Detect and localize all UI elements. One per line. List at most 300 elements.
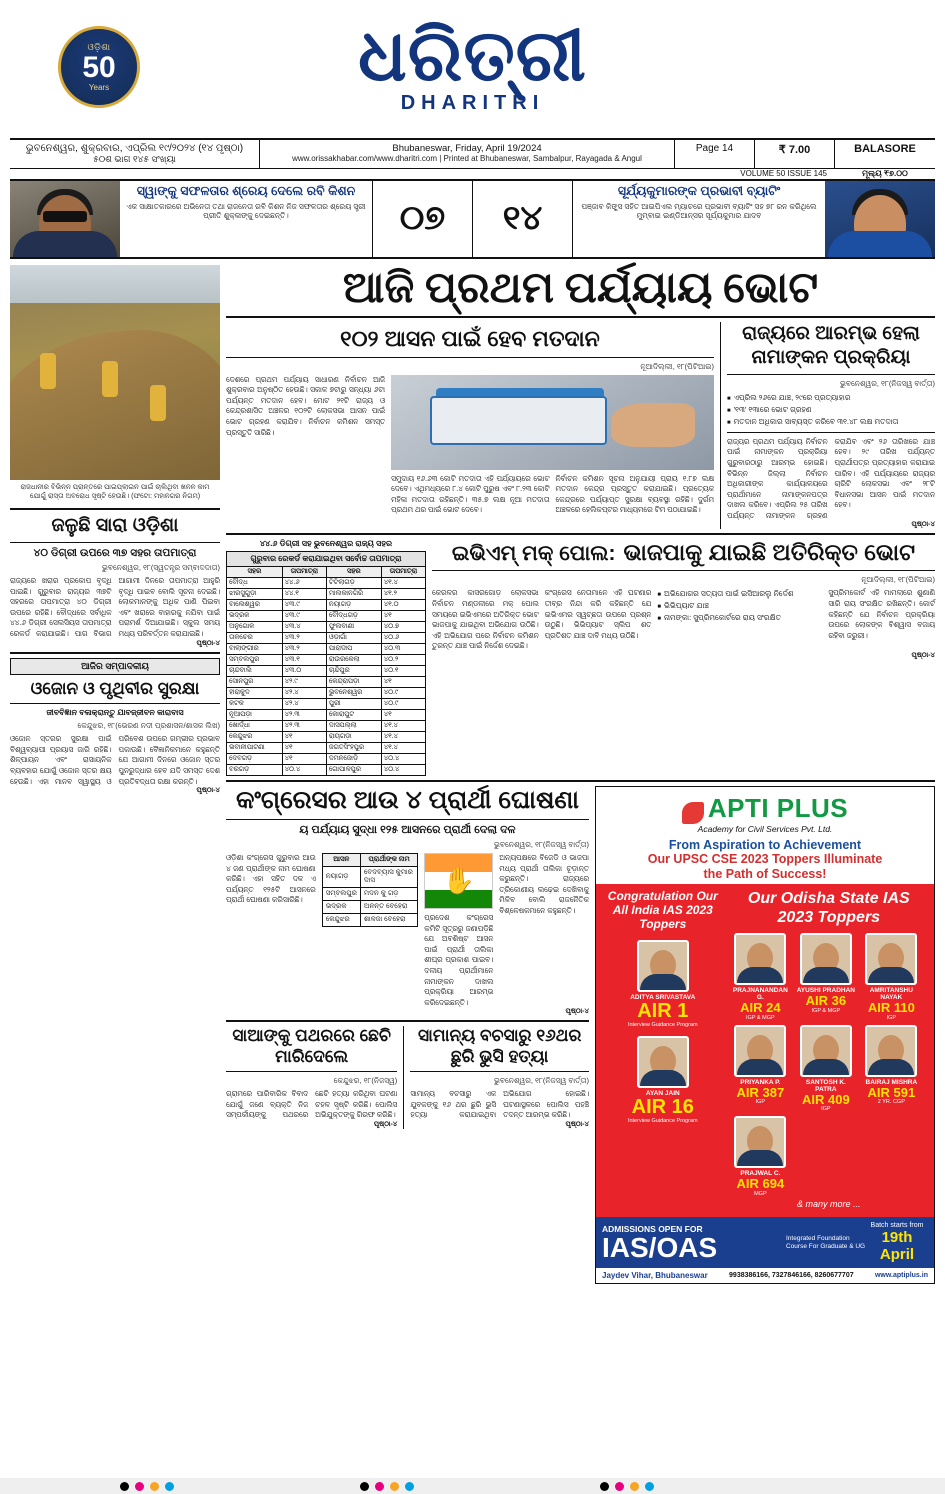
congress-column-1: ଓଡ଼ିଶା କଂଗ୍ରେସ ଗୁରୁବାର ଆଉ ୪ ଜଣ ପ୍ରାର୍ଥୀଙ୍କ ନାମ ଘୋଷଣା କରିଛି। ଏହା ସହିତ ଦଳ ଏ ପର୍ଯ୍ୟନ୍ତ ୧୨୫ଟି ଆସନରେ ପ୍ରାର୍ଥୀ ଘୋଷଣା କରିସାରିଛି।: [226, 853, 316, 905]
topper-role: 2 YR. CGP: [877, 1099, 905, 1106]
color-dot-magenta: [375, 1482, 384, 1491]
table-cell: ୪୨.୪: [282, 699, 326, 710]
promo-score-left: ୦୭: [372, 181, 472, 257]
color-dot-black: [120, 1482, 129, 1491]
main-content: [10, 265, 935, 1284]
apti-toppers-grid: [730, 933, 928, 1197]
infobar-price-odia: ମୂଲ୍ୟ ₹୭.୦୦: [862, 169, 908, 178]
color-dot-magenta: [615, 1482, 624, 1491]
table-cell: ୪୧.୪: [381, 721, 425, 732]
topper-photo: [800, 1025, 852, 1077]
table-row: [227, 622, 426, 633]
infobar-price: ₹ 7.00: [755, 140, 835, 168]
infobar-odia-volume: ୫୦ଶ ଭାଗ ୧୪୫ ସଂଖ୍ୟା: [93, 154, 176, 164]
topper-rank: AIR 24: [740, 1000, 781, 1016]
topper-card: [861, 933, 923, 1021]
table-cell: ୪୦.୯: [381, 699, 425, 710]
table-row: [322, 901, 418, 914]
sky-area: [10, 265, 220, 303]
table-cell: ୪୧.୪: [381, 578, 425, 589]
topper-role: MGP: [754, 1191, 767, 1198]
topper-card: [602, 1036, 724, 1124]
table-cell: ୪୦.୩: [381, 644, 425, 655]
topper-card: [795, 1025, 857, 1113]
apti-brand-row: [604, 793, 926, 824]
congress-headline[interactable]: କଂଗ୍ରେସର ଆଉ ୪ ପ୍ରାର୍ଥୀ ଘୋଷଣା: [235, 786, 580, 815]
candidate-header-seat: ଆସନ: [322, 854, 360, 867]
masthead-title-english: DHARITRI: [400, 92, 545, 115]
infobar-page-number: Page 14: [675, 140, 755, 168]
color-dot-magenta: [135, 1482, 144, 1491]
table-row: [227, 754, 426, 765]
table-cell: ଗୋପାଳପୁର: [326, 765, 381, 776]
table-row: [227, 633, 426, 644]
anniversary-top-label: ଓଡ଼ିଶା: [87, 42, 111, 52]
editorial-headline[interactable]: ଓଜୋନ ଓ ପୃଥିବୀର ସୁରକ୍ଷା: [30, 678, 200, 698]
nomination-bullets: [727, 392, 935, 428]
temperature-table-title: ଗୁରୁବାର ରେକର୍ଡ କରାଯାଇଥିବା ସର୍ବୋଚ୍ଚ ତାପମାତ୍ରା: [226, 551, 426, 566]
apti-plus-advertisement[interactable]: [595, 786, 935, 1284]
table-cell: ଭବାନୀପାଟଣା: [227, 743, 283, 754]
infobar-odia-date-line1: ଭୁବନେଶ୍ୱର, ଶୁକ୍ରବାର, ଏପ୍ରିଲ ୧୯/୨୦୨୪ (୧୪ ପୃଷ୍ଠା): [25, 143, 244, 154]
candidate-header-name: ପ୍ରାର୍ଥୀଙ୍କ ନାମ: [360, 854, 417, 867]
evm-bullet-1: ■ ଅଭିଯୋଗର ସତ୍ୟତା ପାଇଁ ଇସିଆରଲୁ ନିର୍ଦେଶ: [657, 588, 822, 600]
nomination-dateline: ଭୁବନେଶ୍ୱର, ୧୮(ନିଜସ୍ୱ ବାର୍ତ୍ତା): [840, 378, 935, 388]
topper-name: AYUSHI PRADHAN: [796, 987, 855, 995]
table-cell: ନୟାଗଡ଼: [326, 600, 381, 611]
table-cell: ନୂଆପଡ଼ା: [227, 710, 283, 721]
apti-batch-date: 19th April: [879, 1229, 915, 1264]
nomination-bullet-1: ■ ଏପ୍ରିଲ ୨୬ରେ ଯାଞ୍ଚ, ୨୯ରେ ପ୍ରତ୍ୟାହାର: [727, 392, 935, 404]
table-cell: ୪୦.୨: [381, 655, 425, 666]
lead-story: [226, 322, 714, 529]
table-cell: ୪୧.୪: [381, 732, 425, 743]
anniversary-number: 50: [82, 51, 116, 84]
table-cell: ସୋନପୁର: [227, 677, 283, 688]
topper-card: [730, 1025, 792, 1113]
table-row: [227, 732, 426, 743]
table-row: [227, 721, 426, 732]
table-row: [227, 600, 426, 611]
congress-dateline: ଭୁବନେଶ୍ୱର, ୧୮(ନିଜସ୍ୱ ବାର୍ତ୍ତା): [494, 840, 589, 850]
table-cell: କେନ୍ଦ୍ରାପଡ଼ା: [326, 677, 381, 688]
nomination-body: ରାଜ୍ୟର ପ୍ରଥମ ପର୍ଯ୍ୟାୟ ନିର୍ବାଚନ ପାଇଁ ନାମାଙ୍କନ ପ୍ରକ୍ରିୟା ଗୁରୁବାରଠାରୁ ଆରମ୍ଭ ହୋଇଛି। ବିଭିନ୍ନ ଜିଲ୍ଲା ନିର୍ବାଚନ ଅଧିକାରୀଙ୍କ କାର୍ଯ୍ୟାଳୟରେ ପ୍ରାର୍ଥୀମାନେ ନାମାଙ୍କନପତ୍ର ଦାଖଲ କରିବେ। ଏପ୍ରିଲ ୨୫ ତାରିଖ ପର୍ଯ୍ୟନ୍ତ ନାମାଙ୍କନ ଗ୍ରହଣ କରାଯିବ ଏବଂ ୨୬ ତାରିଖରେ ଯାଞ୍ଚ ହେବ। ୨୯ ତାରିଖ ପର୍ଯ୍ୟନ୍ତ ପ୍ରାର୍ଥୀପତ୍ର ପ୍ରତ୍ୟାହାର କରାଯାଇ ପାରିବ। ଏହି ପର୍ଯ୍ୟାୟରେ ରାଜ୍ୟର ଚାରିଟି ଲୋକସଭା ଏବଂ ୨୮ଟି ବିଧାନସଭା ଆସନ ପାଇଁ ମତଦାନ ହେବ।: [727, 436, 935, 520]
table-cell: ୪୨.୩: [282, 710, 326, 721]
color-dot-cyan: [405, 1482, 414, 1491]
table-cell: ୪୧.୦: [381, 600, 425, 611]
table-cell: ୪୩.୨: [282, 644, 326, 655]
evm-dateline: ନୂଆଦିଲ୍ଲୀ, ୧୮(ପିଟିଆଇ): [861, 575, 935, 585]
table-cell: ୪୦.୯: [381, 688, 425, 699]
topper-name: SANTOSH K. PATRA: [805, 1078, 846, 1093]
table-row: [227, 677, 426, 688]
table-cell: ଓଡ଼ାଗାଁ: [326, 633, 381, 644]
promo-middle: [120, 181, 825, 257]
table-cell: ଦେବଗଡ଼: [227, 754, 283, 765]
nomination-jump[interactable]: ପୃଷ୍ଠା-୪: [911, 521, 935, 529]
apti-footer: [596, 1268, 934, 1283]
table-cell: ଭଦ୍ରକ: [322, 901, 360, 914]
table-cell: ବୌଦ୍ଧ: [227, 578, 283, 589]
table-cell: ୪୦.୬: [381, 633, 425, 644]
topper-rank: AIR 1: [637, 999, 689, 1022]
table-cell: ୪୪.୬: [282, 578, 326, 589]
table-cell: ୪୨.୩: [282, 721, 326, 732]
topper-photo: [734, 1116, 786, 1168]
table-cell: ୪୦.୪: [282, 765, 326, 776]
editorial-dateline: କେନ୍ଦୁଝର, ୧୮(ଭେରଣ ନଦୀ ପ୍ରଶାସନ/ଶାସକ ଲିଖ): [77, 721, 220, 731]
table-cell: ଅନୁଗୋଳ: [227, 622, 283, 633]
temperature-table-body: [227, 578, 426, 776]
candidate-table: [322, 853, 419, 927]
topper-role: Interview Guidance Program: [627, 1117, 698, 1124]
table-cell: ୪୧: [381, 611, 425, 622]
topper-photo: [734, 1025, 786, 1077]
evm-photo: [391, 375, 714, 470]
table-cell: ୪୨.୯: [282, 677, 326, 688]
editorial-body: ଓଜୋନ ସ୍ତରର ସୁରକ୍ଷା ପାଇଁ ବିଶ୍ୱବ୍ୟାପୀ ପ୍ରୟାସ ଜାରି ରହିଛି। ଶିଳ୍ପାୟନ ଏବଂ ରାସାୟନିକ ବ୍ୟବହାର ଯୋଗୁଁ ଓଜୋନ ସ୍ତର କ୍ଷୟ ହେଉଛି। ଏହା ମାନବ ସ୍ୱାସ୍ଥ୍ୟ ଓ ପରିବେଶ ଉପରେ ଗମ୍ଭୀର ପ୍ରଭାବ ପକାଉଛି। ବୈଜ୍ଞାନିକମାନେ କହୁଛନ୍ତି ଯେ ଆଗାମୀ ଦିନରେ ଓଜୋନ ସ୍ତର ପୁନରୁଦ୍ଧାର ହେବ ଯଦି ସମସ୍ତ ଦେଶ ପ୍ରତିବଦ୍ଧତା ରକ୍ଷା କରନ୍ତି।: [10, 734, 220, 786]
topper-name: PRIYANKA P.: [740, 1078, 781, 1086]
table-cell: କେନ୍ଦୁଝର: [227, 732, 283, 743]
topper-rank: AIR 591: [867, 1084, 916, 1100]
table-cell: ରାଉରକେଲା: [326, 655, 381, 666]
apti-congrats-heading: Congratulation Our All India IAS 2023 Toppers: [607, 889, 718, 932]
leaf-icon: [682, 802, 704, 824]
apti-course-name: IAS/OAS: [602, 1231, 718, 1263]
promo-photo-right: [825, 181, 935, 257]
table-row: [227, 578, 426, 589]
table-cell: ୪୩.୨: [282, 633, 326, 644]
table-cell: ୪୦.୪: [381, 765, 425, 776]
table-cell: କେନ୍ଦୁଝର: [322, 914, 360, 927]
apti-admissions-label: ADMISSIONS OPEN FOR: [602, 1223, 703, 1234]
crime-story-2: [403, 1026, 589, 1129]
table-cell: ବାଲାଙ୍ଗୀର: [227, 644, 283, 655]
promo-score-right: ୧୪: [472, 181, 572, 257]
topper-role: IGP: [821, 1106, 831, 1113]
table-cell: ଭୁବନେଶ୍ୱର: [326, 688, 381, 699]
apti-academy-name: Academy for Civil Services Pvt. Ltd.: [697, 824, 833, 835]
candidate-table-body: [322, 867, 418, 927]
weather-subhead: ୪୦ ଡିଗ୍ରୀ ଉପରେ ୩୭ ସହର ତାପମାତ୍ରା: [33, 546, 197, 559]
congress-jump[interactable]: ପୃଷ୍ଠା-୪: [565, 1008, 589, 1016]
lead-column-2: ସମୁଦାୟ ୧୬.୬୩ କୋଟି ମତଦାତା ଏହି ପର୍ଯ୍ୟାୟରେ ଭୋଟ ଦେବେ। ଏଥିମଧ୍ୟରେ ୮.୪ କୋଟି ପୁରୁଷ ଏବଂ ୮.୨୩ କୋଟି ମହିଳା ମତଦାତା ରହିଛନ୍ତି। ୩୫.୭ ଲକ୍ଷ ନୂଆ ମତଦାତା ପ୍ରଥମ ଥର ପାଇଁ ଭୋଟ ଦେବେ।: [391, 473, 550, 515]
lead-subhead: ୧୦୨ ଆସନ ପାଇଁ ହେବ ମତଦାନ: [340, 326, 600, 352]
worker-figure: [40, 353, 56, 389]
promo-right-headline: ସୂର୍ଯ୍ୟକୁମାରଙ୍କ ପ୍ରଭାବୀ ବ୍ୟାଟିଂ: [617, 184, 781, 198]
lead-photo: [10, 265, 220, 480]
infobar-english-date: Bhubaneswar, Friday, April 19/2024: [392, 143, 542, 154]
table-cell: ତାଳଚେର: [227, 633, 283, 644]
table-cell: ୪୧: [282, 732, 326, 743]
table-cell: ୪୪.୧: [282, 589, 326, 600]
table-row: [227, 743, 426, 754]
apti-batch-info: [866, 1222, 928, 1263]
apti-more-label: & many more ...: [797, 1199, 861, 1210]
evm-machine: [430, 396, 608, 445]
evm-jump[interactable]: ପୃଷ୍ଠା-୪: [911, 651, 935, 659]
table-cell: ପାରାଦୀପ: [326, 644, 381, 655]
table-cell: ପୁରୀ: [326, 699, 381, 710]
topper-rank: AIR 409: [801, 1091, 850, 1107]
topper-name: AMRITANSHU NAYAK: [869, 987, 913, 1002]
apti-address: Jaydev Vihar, Bhubaneswar: [602, 1271, 708, 1281]
left-column: [10, 265, 220, 1284]
table-cell: ବୌଦ୍ଧଗଡ଼: [326, 611, 381, 622]
topper-role: Interview Guidance Program: [627, 1021, 698, 1028]
nomination-bullet-2: ■ '୧୩' ୧୩ାରେ ଭୋଟ ଗ୍ରହଣ: [727, 404, 935, 416]
topper-name: PRAJWAL C.: [740, 1170, 781, 1178]
topper-name: AYAN JAIN: [645, 1089, 680, 1097]
print-color-bar: [0, 1478, 945, 1494]
second-row: [226, 539, 935, 776]
color-dot-yellow: [150, 1482, 159, 1491]
topper-rank: AIR 694: [736, 1176, 785, 1192]
editorial-kicker: ଆଜିର ସମ୍ପାଦକୀୟ: [10, 658, 220, 675]
congress-story: [226, 786, 589, 1284]
table-row: [227, 699, 426, 710]
topper-photo: [800, 933, 852, 985]
table-cell: ବାଲେଶ୍ୱର: [227, 600, 283, 611]
third-row: [226, 786, 935, 1284]
table-cell: ୪୧: [381, 710, 425, 721]
color-dot-cyan: [165, 1482, 174, 1491]
infobar-volume-issue: VOLUME 50 ISSUE 145: [740, 169, 827, 178]
evm-headline-kicker: ଇଭିଏମ୍ ମକ୍ ପୋଲ:: [451, 542, 616, 566]
table-cell: ୪୩.୯: [282, 600, 326, 611]
table-cell: ଖୋର୍ଦ୍ଧା: [227, 721, 283, 732]
table-cell: କୋରାପୁଟ: [326, 710, 381, 721]
topper-role: IGP: [755, 1099, 766, 1106]
table-row: [227, 710, 426, 721]
promo-right-story[interactable]: [572, 181, 825, 257]
topper-role: IGP: [886, 1014, 897, 1021]
worker-figure: [150, 385, 166, 421]
topper-photo: [637, 1036, 689, 1088]
evm-column-1: କେରଳର କାସରଗୋଡ଼ ଲୋକସଭା ନିର୍ବାଚନ ମଣ୍ଡଳୀରେ ମକ୍ ପୋଲ ସମୟରେ ଇଭିଏମରେ ଅତିରିକ୍ତ ଭୋଟ ଭାଜପାକୁ ଯାଇଥିବା ଅଭିଯୋଗ ଉଠିଛି। ଏହି ଅଭିଯୋଗ ପରେ ନିର୍ବାଚନ କମିଶନ ତୁରନ୍ତ ଯାଞ୍ଚ ପାଇଁ ନିର୍ଦ୍ଦେଶ ଦେଇଛି।: [432, 588, 539, 651]
table-cell: ଜଗତସିଂହପୁର: [326, 743, 381, 754]
temperature-table-sub: ୪୪.୬ ଡିଗ୍ରୀ ସହ ଭୁବନେଶ୍ୱର ରାଜ୍ୟ ସହର: [259, 539, 393, 549]
hand-shape: [611, 403, 695, 447]
apti-website[interactable]: www.aptiplus.in: [874, 1272, 928, 1280]
promo-photo-left: [10, 181, 120, 257]
crime-dateline-2: ଭୁବନେଶ୍ୱର, ୧୮(ନିଜସ୍ୱ ବାର୍ତ୍ତା): [494, 1076, 589, 1086]
topper-name: PRAJNANANDAN G.: [732, 987, 788, 1002]
crime-headline-1[interactable]: ସାଆଙ୍କୁ ପଥରରେ ଛେଚି ମାରିଦେଲେ: [232, 1026, 391, 1066]
temp-header-temp-1: ତାପମାତ୍ରା: [282, 567, 326, 578]
table-cell: ୪୧: [282, 754, 326, 765]
table-cell: ଚାନ୍ଦବାଲି: [227, 666, 283, 677]
temp-header-city-1: ସହର: [227, 567, 283, 578]
shoulders-shape: [13, 231, 117, 257]
table-cell: ହୀରାକୁଦ: [227, 688, 283, 699]
masthead-title-odia: ଧରିତ୍ରୀ: [358, 16, 587, 96]
evm-bullet-2: ■ ଭିଭିପ୍ୟାଟ ଯାଞ୍ଚ: [657, 600, 822, 612]
table-cell: ୪୦.୪: [381, 754, 425, 765]
apti-odisha-heading: Our Odisha State IAS 2023 Toppers: [747, 890, 910, 926]
masthead: [10, 8, 935, 138]
table-cell: ୪୧.୪: [381, 743, 425, 754]
lead-headline[interactable]: ଆଜି ପ୍ରଥମ ପର୍ଯ୍ୟାୟ ଭୋଟ: [342, 265, 819, 312]
table-cell: ୪୧.୨: [381, 589, 425, 600]
table-cell: ୪୨.୪: [282, 688, 326, 699]
table-cell: ଶାଳଜା ବେହେରା: [360, 914, 417, 927]
crime-jump-2[interactable]: ପୃଷ୍ଠା-୪: [565, 1120, 589, 1128]
evm-bullets: [657, 588, 822, 624]
table-row: [322, 914, 418, 927]
nomination-story: [720, 322, 935, 529]
promo-right-summary: ପଞ୍ଜାବ କିଙ୍ଗ୍ସ ସହିତ ଆଇପିଏଲ ମ୍ୟାଚରେ ପ୍ରଭାବୀ ବ୍ୟାଟିଂ ସହ ୭୮ ରନ କରିଥିଲେ ମୁମ୍ବାଇ ଇଣ୍ଡିଆନ୍ସର ସୂର୍ଯ୍ୟକୁମାର ଯାଦବ: [581, 202, 817, 221]
temp-header-city-2: ସହର: [326, 567, 381, 578]
crime-row: [226, 1026, 589, 1129]
apti-head: [596, 787, 934, 884]
congress-column-3: ଅନ୍ୟପକ୍ଷରେ ବିଜେଡି ଓ ଭାଜପା ମଧ୍ୟ ପ୍ରାର୍ଥୀ ତାଲିକା ଚୂଡ଼ାନ୍ତ କରୁଛନ୍ତି। ରାଜ୍ୟରେ ତ୍ରିକୋଣୀୟ ଲଢ଼େଇ ଦେଖିବାକୁ ମିଳିବ ବୋଲି ରାଜନୈତିକ ବିଶ୍ଳେଷକମାନେ କହୁଛନ୍ତି।: [499, 853, 589, 916]
infobar-website-print[interactable]: www.orissakhabar.com/www.dharitri.com | Printed at Bhubaneswar, Sambalpur, Rayagada & Angul: [292, 154, 642, 163]
hand-icon: ✋: [442, 865, 475, 896]
topper-role: IGP & MGP: [746, 1014, 775, 1021]
evm-bullet-3: ■ ନାମଙ୍କା: ସୁପ୍ରିମକୋର୍ଟରେ ରାୟ ସଂରକ୍ଷିତ: [657, 612, 822, 624]
table-cell: ୪୦.୧: [381, 666, 425, 677]
weather-body: ରାଜ୍ୟରେ ଖରାର ପ୍ରକୋପ ବୃଦ୍ଧି ପାଇଛି। ଗୁରୁବାର ରାଜ୍ୟର ୩୭ଟି ସହରରେ ତାପମାତ୍ରା ୪୦ ଡିଗ୍ରୀ ଉପରେ ରହିଛି। ବୌଦ୍ଧରେ ସର୍ବାଧିକ ୪୪.୬ ଡିଗ୍ରୀ ସେଲସିୟସ ତାପମାତ୍ରା ରେକର୍ଡ କରାଯାଇଛି। ପାଗ ବିଭାଗ ଆଗାମୀ ଦିନରେ ତାପମାତ୍ରା ଆହୁରି ବୃଦ୍ଧି ପାଇବ ବୋଲି ସୂଚନା ଦେଇଛି। ଲୋକମାନଙ୍କୁ ଅଧିକ ପାଣି ପିଇବା ଏବଂ ଖରାରେ ବାହାରକୁ ନଯିବା ପାଇଁ ପରାମର୍ଶ ଦିଆଯାଇଛି। ସ୍କୁଲ ସମୟ ମଧ୍ୟ ପରିବର୍ତ୍ତନ କରାଯାଇଛି।: [10, 576, 220, 638]
lead-photo-caption: ରାଜଧାନୀର ବିଭିନ୍ନ ପ୍ରାନ୍ତରେ ପାଇପ୍‌ଲାଇନ ପାଇଁ ଚାଲିଥିବା ଖନନ କାମ ଯୋଗୁଁ ରାସ୍ତା ଅବରୋଧ ସୃଷ୍ଟି ହେଉଛି। (ଫଟୋ: ମହାନଗର ନିଗମ): [20, 484, 210, 501]
crime-body-1: ଗ୍ରାମରେ ପାରିବାରିକ ବିବାଦ ଯୋଗୁଁ ଜଣେ ବ୍ୟକ୍ତି ନିଜ ସମ୍ପର୍କୀୟଙ୍କୁ ପଥରରେ ଛେଚି ହତ୍ୟା କରିଥିବା ଘଟଣା ଚହଳ ସୃଷ୍ଟି କରିଛି। ପୋଲିସ ଅଭିଯୁକ୍ତଙ୍କୁ ଗିରଫ କରିଛି।: [226, 1089, 398, 1120]
table-cell: ଦାସପଲ୍ଲା: [326, 721, 381, 732]
infobar-odia-date: [10, 140, 260, 168]
table-row: [227, 611, 426, 622]
table-row: [227, 765, 426, 776]
color-dot-yellow: [390, 1482, 399, 1491]
table-row: [227, 644, 426, 655]
infobar-english-info: [260, 140, 675, 168]
table-row: [227, 688, 426, 699]
promo-left-summary: ଏକ ସାକ୍ଷାତକାରରେ ଅଭିନେତା ତଥା ରାଜନେତା ରବି କିଶନ ନିଜ ସଫଳତାର ଶ୍ରେୟ ସ୍ତ୍ରୀ ପ୍ରୀତି ଶୁକ୍ଳାଙ୍କୁ ଦେଇଛନ୍ତି।: [126, 202, 366, 221]
promo-left-story[interactable]: [120, 181, 372, 257]
apti-tagline-3: the Path of Success!: [703, 867, 827, 882]
table-cell: ୪୩.୯: [282, 611, 326, 622]
title-block: [10, 8, 935, 115]
center-right-column: [226, 265, 935, 1284]
table-cell: କଟକ: [227, 699, 283, 710]
topper-card: [795, 933, 857, 1021]
table-cell: ୪୩.୪: [282, 622, 326, 633]
color-dot-black: [360, 1482, 369, 1491]
table-cell: ୪୦.୭: [381, 622, 425, 633]
temp-header-temp-2: ତାପମାତ୍ରା: [381, 567, 425, 578]
table-cell: ୪୧: [282, 743, 326, 754]
shoulders-shape: [828, 231, 932, 257]
topper-rank: AIR 36: [805, 993, 847, 1009]
table-cell: ସମ୍ବଲପୁର: [322, 888, 360, 901]
table-cell: ଟିଟିଲାଗଡ଼: [326, 578, 381, 589]
crime-body-2: ସାମାନ୍ୟ ବଚସାରୁ ଏକ ଯୁବକଙ୍କୁ ୧୬ ଥର ଛୁରି ଭୁସି ହତ୍ୟା କରାଯାଇଥିବା ଅଭିଯୋଗ ହୋଇଛି। ଘଟଣାସ୍ଥଳରେ ପୋଲିସ ପହଞ୍ଚି ତଦନ୍ତ ଆରମ୍ଭ କରିଛି।: [410, 1089, 589, 1120]
topper-card: [861, 1025, 923, 1113]
crime-headline-2[interactable]: ସାମାନ୍ୟ ବଚସାରୁ ୧୬ଥର ଛୁରି ଭୁସି ହତ୍ୟା: [417, 1026, 582, 1066]
weather-jump[interactable]: ପୃଷ୍ଠା-୪: [196, 639, 220, 647]
topper-card: [602, 940, 724, 1028]
crime-story-1: [226, 1026, 397, 1129]
table-cell: ଅନନ୍ତ ବେହେରା: [360, 901, 417, 914]
infobar-edition-name: BALASORE: [854, 143, 916, 155]
table-cell: ୪୩.୦: [282, 666, 326, 677]
weather-dateline: ଭୁବନେଶ୍ୱର, ୧୮(ସ୍ୱତନ୍ତ୍ର ସମ୍ବାଦଦାତା): [101, 563, 220, 573]
topper-rank: AIR 110: [867, 1000, 915, 1016]
sunglasses-shape: [43, 211, 87, 222]
color-dot-black: [600, 1482, 609, 1491]
color-dot-cyan: [645, 1482, 654, 1491]
temperature-table-block: [226, 539, 426, 776]
lead-block: [226, 322, 935, 529]
worker-figure: [102, 361, 118, 397]
nomination-headline[interactable]: ରାଜ୍ୟରେ ଆରମ୍ଭ ହେଲା ନାମାଙ୍କନ ପ୍ରକ୍ରିୟା: [742, 323, 920, 369]
table-cell: ରାୟଗଡ଼ା: [326, 732, 381, 743]
apti-course-description: Integrated Foundation Course For Graduate & UG: [786, 1234, 866, 1250]
table-cell: ବେଦବ୍ୟାସ କୁମାର ଦାସ: [360, 867, 417, 888]
table-cell: ଝାରସୁଗୁଡ଼ା: [227, 589, 283, 600]
apti-tagline-2: Our UPSC CSE 2023 Toppers Illuminate: [647, 852, 883, 867]
topper-card: [730, 933, 792, 1021]
table-cell: ଭଦ୍ରକ: [227, 611, 283, 622]
topper-rank: AIR 387: [736, 1084, 785, 1100]
crime-dateline-1: କେନ୍ଦୁଝର, ୧୮(ନିଜସ୍ୱ): [333, 1076, 398, 1086]
temperature-table: [226, 566, 426, 776]
congress-column-2: ପ୍ରଦେଶ କଂଗ୍ରେସ କମିଟି ସୂତ୍ରରୁ ଜଣାପଡ଼ିଛି ଯେ ଅବଶିଷ୍ଟ ଆସନ ପାଇଁ ପ୍ରାର୍ଥୀ ତାଲିକା ଶୀଘ୍ର ପ୍ରକାଶ ପାଇବ। ଦଳୀୟ ପ୍ରାର୍ଥୀମାନେ ନାମାଙ୍କନ ଦାଖଲ ପ୍ରକ୍ରିୟା ଆରମ୍ଭ କରିଦେଇଛନ୍ତି।: [424, 913, 494, 1007]
table-cell: ବରଗଡ଼: [227, 765, 283, 776]
topper-role: IGP & MGP: [811, 1007, 841, 1014]
table-row: [227, 666, 426, 677]
topper-card: [730, 1116, 792, 1197]
topper-photo: [734, 933, 786, 985]
lead-column-1: ଦେଶରେ ପ୍ରଥମ ପର୍ଯ୍ୟାୟ ସାଧାରଣ ନିର୍ବାଚନ ଆଜି ଶୁକ୍ରବାର ଅନୁଷ୍ଠିତ ହେଉଛି। ସକାଳ ୭ଟାରୁ ସନ୍ଧ୍ୟା ୬ଟା ପର୍ଯ୍ୟନ୍ତ ମତଦାନ ହେବ। ମୋଟ ୨୧ଟି ରାଜ୍ୟ ଓ କେନ୍ଦ୍ରଶାସିତ ଅଞ୍ଚଳର ୧୦୨ଟି ଲୋକସଭା ଆସନ ପାଇଁ ଭୋଟ ଗ୍ରହଣ କରାଯିବ। ନିର୍ବାଚନ କମିଶନ ସମସ୍ତ ପ୍ରସ୍ତୁତି ସାରିଛି।: [226, 374, 386, 437]
apti-brand-name: APTI PLUS: [707, 793, 849, 824]
topper-photo: [865, 933, 917, 985]
weather-headline[interactable]: ଜଳୁଛି ସାରା ଓଡ଼ିଶା: [51, 515, 179, 537]
promo-strip: [10, 181, 935, 259]
color-dot-yellow: [630, 1482, 639, 1491]
apti-tagline: From Aspiration to Achievement: [668, 838, 862, 853]
table-row: [322, 888, 418, 901]
topper-name: BAIRAJ MISHRA: [865, 1078, 918, 1086]
congress-flag-logo: [424, 853, 493, 909]
evm-headline[interactable]: ଭାଜପାକୁ ଯାଇଛି ଅତିରିକ୍ତ ଭୋଟ: [623, 539, 916, 566]
topper-photo: [865, 1025, 917, 1077]
topper-rank: AIR 16: [631, 1095, 694, 1118]
evm-column-2: କଂଗ୍ରେସ ନେତାମାନେ ଏହି ଘଟଣାର ତୀବ୍ର ନିନ୍ଦା କରି କହିଛନ୍ତି ଯେ ଇଭିଏମର ସ୍ୱଚ୍ଛତା ଉପରେ ପ୍ରଶ୍ନ ଉଠୁଛି। ଭିଭିପ୍ୟାଟ ସ୍ଲିପ ଶତ ପ୍ରତିଶତ ଯାଞ୍ଚ ଦାବି ମଧ୍ୟ ଉଠିଛି।: [544, 588, 652, 640]
apti-admissions-bar[interactable]: [596, 1217, 934, 1268]
congress-subhead: ୟ ପର୍ଯ୍ୟାୟ ସୁଦ୍ଧା ୧୨୫ ଆସନରେ ପ୍ରାର୍ଥୀ ଦେଲା ଦଳ: [299, 824, 516, 837]
crime-jump-1[interactable]: ପୃଷ୍ଠା-୪: [373, 1120, 398, 1128]
apti-phones[interactable]: 9938386166, 7327846166, 8260677707: [729, 1272, 854, 1280]
table-cell: ୪୩.୧: [282, 655, 326, 666]
table-cell: ଚାନ୍ଦିପୁର: [326, 666, 381, 677]
nomination-bullet-3: ■ ମତଦାନ ଅଧିକାର ସାବ୍ୟସ୍ତ କରିବେ ୩୧.୪୮ ଲକ୍ଷ ମତଦାତା: [727, 416, 935, 428]
info-bar: [10, 138, 935, 169]
lead-column-3: ନିର୍ବାଚନ କମିଶନ ସୂଚନା ଅନୁଯାୟୀ ପ୍ରାୟ ୧.୮୭ ଲକ୍ଷ ମତଦାନ କେନ୍ଦ୍ର ପ୍ରସ୍ତୁତ କରାଯାଇଛି। ପ୍ରତ୍ୟେକ କେନ୍ଦ୍ରରେ ପର୍ଯ୍ୟାପ୍ତ ସୁରକ୍ଷା ବ୍ୟବସ୍ଥା ରହିଛି। ଦୁର୍ଗମ ଅଞ୍ଚଳରେ ହେଲିକପ୍ଟର ମାଧ୍ୟମରେ ଟିମ ପଠାଯାଇଛି।: [555, 473, 714, 515]
promo-left-headline: ସ୍ୱାଙ୍କୁ ସଫଳତାର ଶ୍ରେୟ ଦେଲେ ରବି କିଶନ: [136, 184, 356, 198]
editorial-subhead: ଜୀବବିଜ୍ଞାନ ବଳାକ୍ରାନ୍ତୁ ଯାବଜ୍ଜୀବନ କାରାବାସ: [46, 707, 184, 717]
topper-name: ADITYA SRIVASTAVA: [630, 993, 696, 1001]
editorial-jump[interactable]: ପୃଷ୍ଠା-୪: [196, 787, 220, 795]
table-cell: ୪୧: [381, 677, 425, 688]
table-cell: ଫୁଲବାଣୀ: [326, 622, 381, 633]
apti-toppers-panel: [596, 884, 934, 1217]
anniversary-years-label: Years: [88, 83, 110, 92]
apti-batch-label: Batch starts from: [870, 1222, 924, 1230]
anniversary-badge: [58, 26, 140, 108]
table-cell: ଦମନଜୋଡ଼ି: [326, 754, 381, 765]
evm-column-3: ସୁପ୍ରିମକୋର୍ଟ ଏହି ମାମଲାରେ ଶୁଣାଣି ସାରି ରାୟ ସଂରକ୍ଷିତ ରଖିଛନ୍ତି। କୋର୍ଟ କହିଛନ୍ତି ଯେ ନିର୍ବାଚନ ପ୍ରକ୍ରିୟା ଉପରେ ଲୋକଙ୍କ ବିଶ୍ୱାସ ବଜାୟ ରହିବା ଜରୁରୀ।: [828, 588, 936, 640]
table-cell: ନୟାଗଡ଼: [322, 867, 360, 888]
table-cell: ମାଲକାନଗିରି: [326, 589, 381, 600]
